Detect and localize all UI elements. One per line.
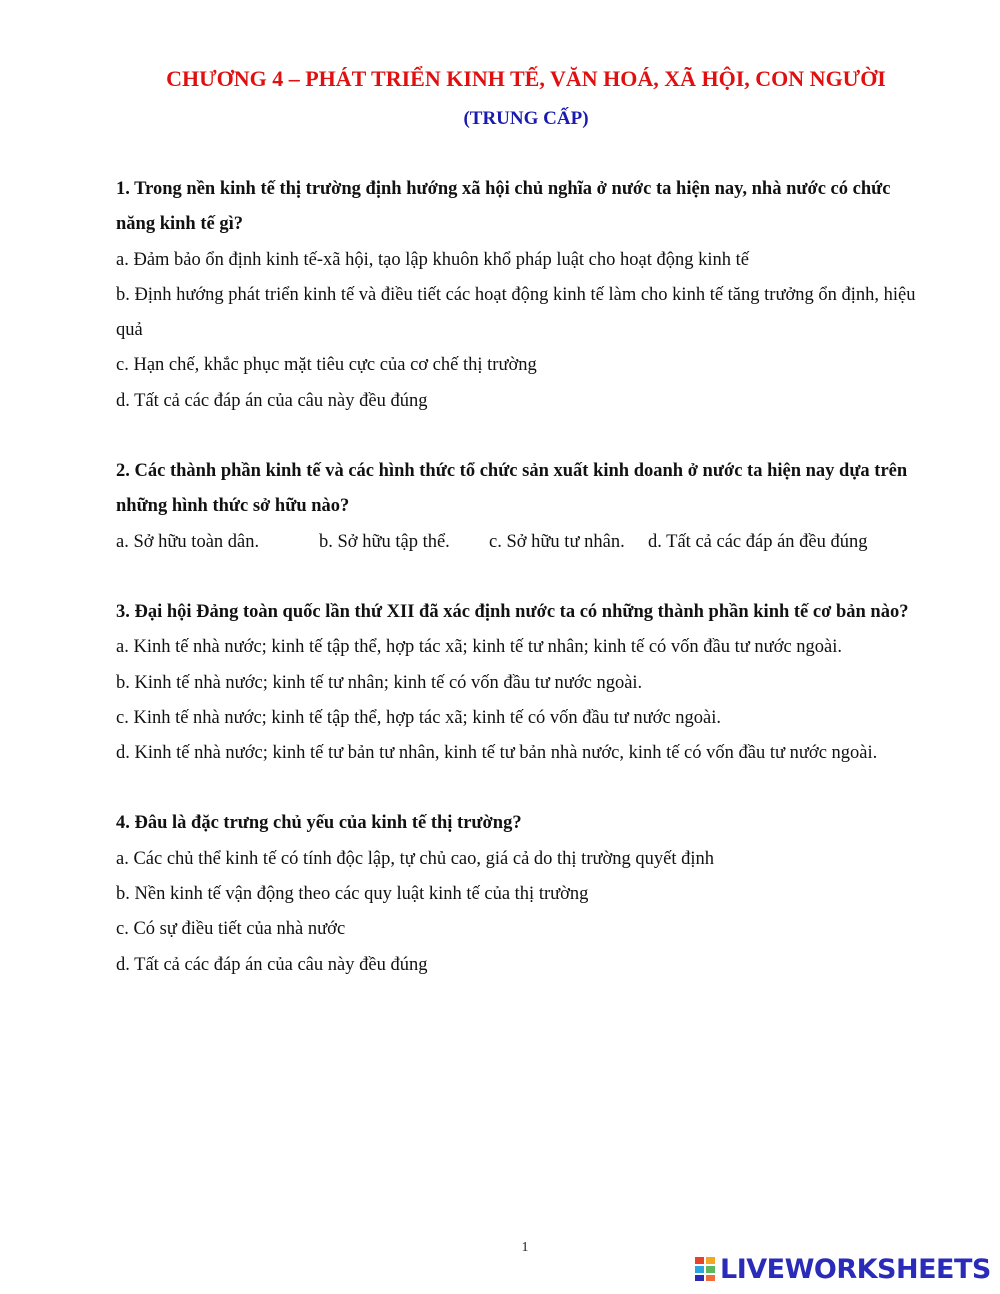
liveworksheets-logo (694, 1254, 991, 1284)
question-list (116, 172, 931, 1018)
option-row (116, 525, 931, 560)
question-text: 1. Trong nền kinh tế thị trường định hướng xã hội chủ nghĩa ở nước ta hiện nay, nhà nước có chức năng kinh tế gì? (116, 179, 891, 235)
option-d[interactable]: d. Kinh tế nhà nước; kinh tế tư bản tư nhân, kinh tế tư bản nhà nước, kinh tế có vốn đầu tư nước ngoài. (116, 743, 878, 764)
option-a[interactable]: a. Đảm bảo ổn định kinh tế-xã hội, tạo lập khuôn khổ pháp luật cho hoạt động kinh tế (116, 249, 749, 270)
question-text: 2. Các thành phần kinh tế và các hình thức tổ chức sản xuất kinh doanh ở nước ta hiện nay dựa trên những hình thức sở hữu nào? (116, 461, 908, 517)
option-c[interactable]: c. Sở hữu tư nhân. (489, 531, 625, 552)
brand-name: LIVEWORKSHEETS (720, 1253, 991, 1285)
option-a[interactable]: a. Kinh tế nhà nước; kinh tế tập thể, hợp tác xã; kinh tế tư nhân; kinh tế có vốn đầu tư nước ngoài. (116, 637, 843, 658)
option-d[interactable]: d. Tất cả các đáp án đều đúng (648, 531, 868, 552)
option-b[interactable]: b. Định hướng phát triển kinh tế và điều tiết các hoạt động kinh tế làm cho kinh tế tăng trưởng ổn định, hiệu quả (116, 284, 916, 341)
option-b[interactable]: b. Kinh tế nhà nước; kinh tế tư nhân; kinh tế có vốn đầu tư nước ngoài. (116, 672, 643, 693)
question-3 (116, 595, 931, 771)
question-4 (116, 806, 931, 982)
option-c[interactable]: c. Có sự điều tiết của nhà nước (116, 919, 346, 940)
question-text: 4. Đâu là đặc trưng chủ yếu của kinh tế thị trường? (116, 813, 522, 834)
option-c[interactable]: c. Kinh tế nhà nước; kinh tế tập thể, hợp tác xã; kinh tế có vốn đầu tư nước ngoài. (116, 707, 722, 728)
option-a[interactable]: a. Sở hữu toàn dân. (116, 531, 260, 552)
page-subtitle: (TRUNG CẤP) (463, 108, 589, 129)
page-title: CHƯƠNG 4 – PHÁT TRIỂN KINH TẾ, VĂN HOÁ, XÃ HỘI, CON NGƯỜI (166, 66, 886, 91)
question-1 (116, 172, 931, 419)
option-d[interactable]: d. Tất cả các đáp án của câu này đều đúng (116, 954, 428, 975)
option-c[interactable]: c. Hạn chế, khắc phục mặt tiêu cực của cơ chế thị trường (116, 355, 537, 376)
question-text: 3. Đại hội Đảng toàn quốc lần thứ XII đã xác định nước ta có những thành phần kinh tế cơ bản nào? (116, 601, 909, 622)
question-2 (116, 454, 931, 560)
option-b[interactable]: b. Nền kinh tế vận động theo các quy luật kinh tế của thị trường (116, 884, 589, 905)
option-d[interactable]: d. Tất cả các đáp án của câu này đều đúng (116, 390, 428, 411)
option-b[interactable]: b. Sở hữu tập thể. (319, 531, 450, 552)
liveworksheets-icon (694, 1256, 716, 1282)
page-number: 1 (521, 1240, 529, 1255)
option-a[interactable]: a. Các chủ thể kinh tế có tính độc lập, tự chủ cao, giá cả do thị trường quyết định (116, 848, 715, 869)
